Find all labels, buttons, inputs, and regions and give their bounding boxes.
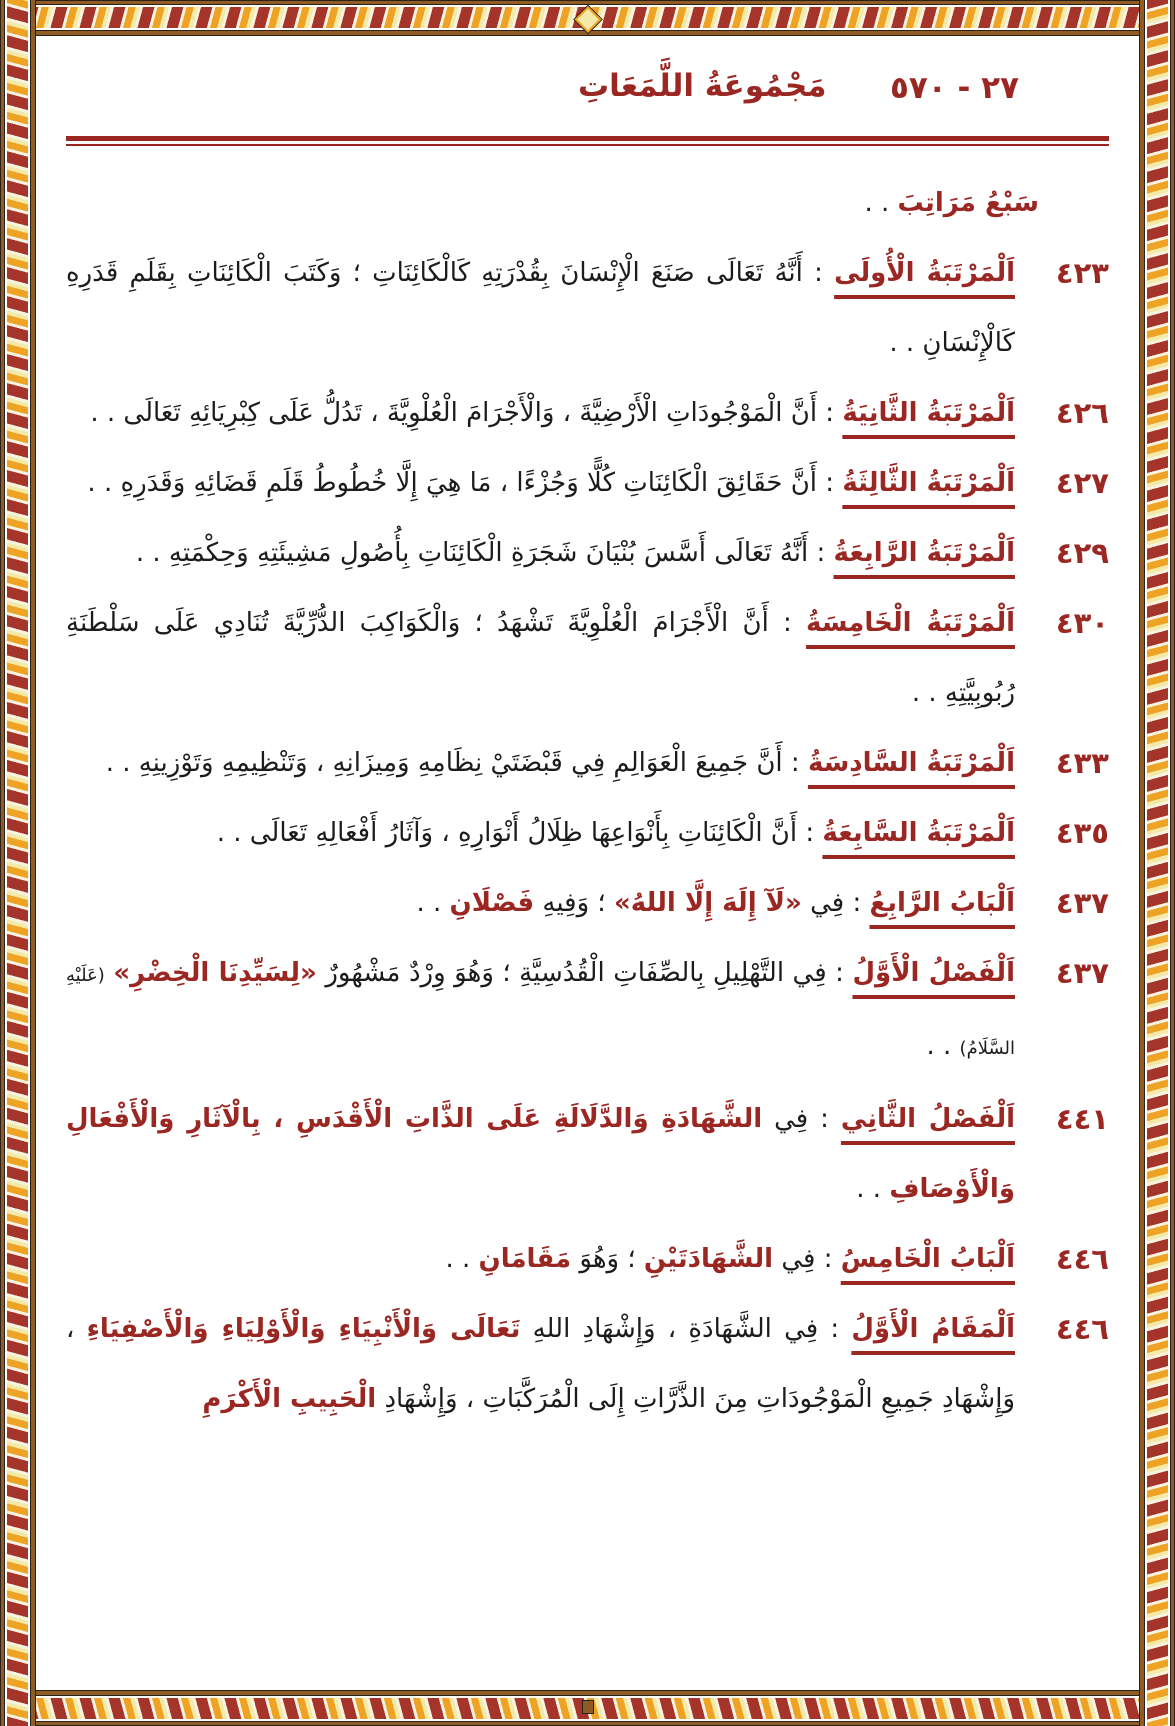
page-header <box>66 62 1109 132</box>
entry-body: : أَنَّهُ تَعَالَى أَسَّسَ بُنْيَانَ شَجَرَةِ الْكَائِنَاتِ بِأُصُولِ مَشِيئَتِهِ وَحِكْمَتِهِ . . <box>135 538 834 568</box>
entry-heading: اَلْمَرْتَبَةُ السَّادِسَةُ <box>807 748 1015 778</box>
entry-highlight: تَعَالَى وَالْأَنْبِيَاءِ وَالْأَوْلِيَاءِ وَالْأَصْفِيَاءِ <box>86 1314 521 1344</box>
border-ornament-right <box>1139 0 1175 1726</box>
pbuh-mark: (عَلَيْهِ السَّلَامُ) <box>66 965 1015 1059</box>
toc-entry <box>66 1294 1109 1434</box>
toc-entry <box>66 1224 1109 1294</box>
entry-body: ، وَإِشْهَادِ جَمِيعِ الْمَوْجُودَاتِ مِنَ الذَّرَّاتِ إِلَى الْمُرَكَّبَاتِ ، وَإِشْهَادِ <box>66 1314 1015 1414</box>
entry-number: ٤٣٥ <box>1055 816 1109 850</box>
border-ornament-left <box>0 0 36 1726</box>
entry-body: ؛ وَهُوَ <box>571 1244 644 1274</box>
entry-heading: اَلْمَقَامُ الْأَوَّلُ <box>851 1314 1016 1344</box>
entry-heading: اَلْفَصْلُ الْأَوَّلُ <box>852 958 1015 988</box>
entry-body: : فِي <box>773 1244 841 1274</box>
entry-highlight: «لِسَيِّدِنَا الْخِضْرِ» <box>113 958 317 988</box>
entry-body: : أَنَّ حَقَائِقَ الْكَائِنَاتِ كُلًّا وَجُزْءًا ، مَا هِيَ إِلَّا خُطُوطُ قَلَمِ قَضَائِهِ وَقَدَرِهِ . . <box>87 468 843 498</box>
entry-text <box>66 378 1015 448</box>
entry-number: ٤٤٦ <box>1055 1312 1109 1346</box>
toc-entry <box>66 378 1109 448</box>
entry-text <box>66 518 1015 588</box>
entry-number: ٤٣٣ <box>1055 746 1109 780</box>
entry-text <box>66 588 1015 728</box>
toc-intro-line <box>66 168 1109 238</box>
entry-number: ٤٣٠ <box>1055 606 1109 640</box>
entry-body: . . <box>416 888 450 918</box>
entry-body: . . <box>864 188 898 218</box>
toc-entry <box>66 728 1109 798</box>
toc-entry <box>66 518 1109 588</box>
entry-text <box>66 238 1015 378</box>
entry-body: : أَنَّهُ تَعَالَى صَنَعَ الْإِنْسَانَ بِقُدْرَتِهِ كَالْكَائِنَاتِ ؛ وَكَتَبَ الْكَائِنَاتِ بِقَلَمِ قَدَرِهِ كَالْإِنْسَانِ . . <box>66 258 1015 358</box>
entry-text <box>66 448 1015 518</box>
entry-body: : أَنَّ الْمَوْجُودَاتِ الْأَرْضِيَّةَ ، وَالْأَجْرَامَ الْعُلْوِيَّةَ ، تَدُلُّ عَلَى كِبْرِيَائِهِ تَعَالَى . . <box>90 398 843 428</box>
entry-number: ٤٢٩ <box>1055 536 1109 570</box>
entry-number: ٤٢٧ <box>1055 466 1109 500</box>
toc-entry <box>66 448 1109 518</box>
toc-entry <box>66 938 1109 1084</box>
toc-entry <box>66 798 1109 868</box>
entry-highlight: «لَآ إِلَهَ إِلَّا اللهُ» <box>613 888 802 918</box>
entry-number: ٤٤١ <box>1055 1102 1109 1136</box>
entry-body: : أَنَّ الْكَائِنَاتِ بِأَنْوَاعِهَا ظِلَالُ أَنْوَارِهِ ، وَآثَارُ أَفْعَالِهِ تَعَالَى . . <box>216 818 823 848</box>
entry-body: . . <box>926 1031 960 1061</box>
divider-thin-line <box>66 144 1109 146</box>
table-of-contents <box>66 168 1109 1434</box>
entry-body: : فِي الشَّهَادَةِ ، وَإِشْهَادِ اللهِ <box>520 1314 852 1344</box>
entry-number: ٤٢٦ <box>1055 396 1109 430</box>
entry-text <box>66 1224 1015 1294</box>
toc-entry <box>66 238 1109 378</box>
entry-body: : أَنَّ الْأَجْرَامَ الْعُلْوِيَّةَ تَشْهَدُ ؛ وَالْكَوَاكِبَ الدُّرِّيَّةَ تُنَادِي عَلَى سَلْطَنَةِ رُبُوبِيَّتِهِ . . <box>66 608 1015 708</box>
entry-text <box>66 938 1015 1084</box>
entry-text <box>66 728 1015 798</box>
toc-entry <box>66 588 1109 728</box>
entry-heading: اَلْمَرْتَبَةُ الْأُولَى <box>834 258 1016 288</box>
entry-number: ٤٣٧ <box>1055 886 1109 920</box>
entry-heading: اَلْبَابُ الْخَامِسُ <box>840 1244 1015 1274</box>
entry-heading: اَلْمَرْتَبَةُ الرَّابِعَةُ <box>833 538 1015 568</box>
entry-body: : فِي <box>801 888 870 918</box>
entry-number: ٤٤٦ <box>1055 1242 1109 1276</box>
entry-text <box>66 168 1039 238</box>
entry-heading: اَلْبَابُ الرَّابِعُ <box>869 888 1015 918</box>
entry-heading: اَلْفَصْلُ الثَّانِي <box>840 1104 1015 1134</box>
entry-highlight: الْحَبِيبِ الْأَكْرَمِ <box>202 1384 377 1414</box>
entry-heading: اَلْمَرْتَبَةُ الثَّانِيَةُ <box>842 398 1015 428</box>
border-square-icon <box>582 1700 594 1714</box>
entry-body: : فِي <box>762 1104 841 1134</box>
entry-body: ؛ وَفِيهِ <box>534 888 614 918</box>
entry-text <box>66 798 1015 868</box>
entry-text <box>66 868 1015 938</box>
entry-text <box>66 1294 1015 1434</box>
header-divider <box>66 136 1109 146</box>
page-number: ٢٧ - ٥٧٠ <box>889 70 1019 106</box>
entry-highlight: فَصْلَانِ <box>449 888 535 918</box>
toc-entry <box>66 1084 1109 1224</box>
entry-text <box>66 1084 1015 1224</box>
entry-highlight: مَقَامَانِ <box>478 1244 572 1274</box>
entry-highlight: سَبْعُ مَرَاتِبَ <box>897 188 1039 218</box>
entry-heading: اَلْمَرْتَبَةُ السَّابِعَةُ <box>822 818 1015 848</box>
entry-number: ٤٣٧ <box>1055 956 1109 990</box>
entry-highlight: الشَّهَادَةِ وَالدَّلَالَةِ عَلَى الذَّاتِ الْأَقْدَسِ ، بِالْآثَارِ وَالْأَفْعَالِ وَالْأَوْصَافِ <box>66 1104 1015 1204</box>
entry-body: : فِي التَّهْلِيلِ بِالصِّفَاتِ الْقُدُسِيَّةِ ؛ وَهُوَ وِرْدٌ مَشْهُورٌ <box>316 958 853 988</box>
page-content <box>36 36 1139 1690</box>
entry-body: : أَنَّ جَمِيعَ الْعَوَالِمِ فِي قَبْضَتَيْ نِظَامِهِ وَمِيزَانِهِ ، وَتَنْظِيمِهِ وَتَوْزِينِهِ . . <box>105 748 808 778</box>
entry-heading: اَلْمَرْتَبَةُ الْخَامِسَةُ <box>806 608 1015 638</box>
toc-entry <box>66 868 1109 938</box>
entry-heading: اَلْمَرْتَبَةُ الثَّالِثَةُ <box>842 468 1015 498</box>
page-title: مَجْمُوعَةُ اللَّمَعَاتِ <box>577 68 827 104</box>
entry-number: ٤٢٣ <box>1055 256 1109 290</box>
entry-body: . . <box>856 1174 890 1204</box>
entry-highlight: الشَّهَادَتَيْنِ <box>643 1244 774 1274</box>
entry-body: . . <box>445 1244 479 1274</box>
